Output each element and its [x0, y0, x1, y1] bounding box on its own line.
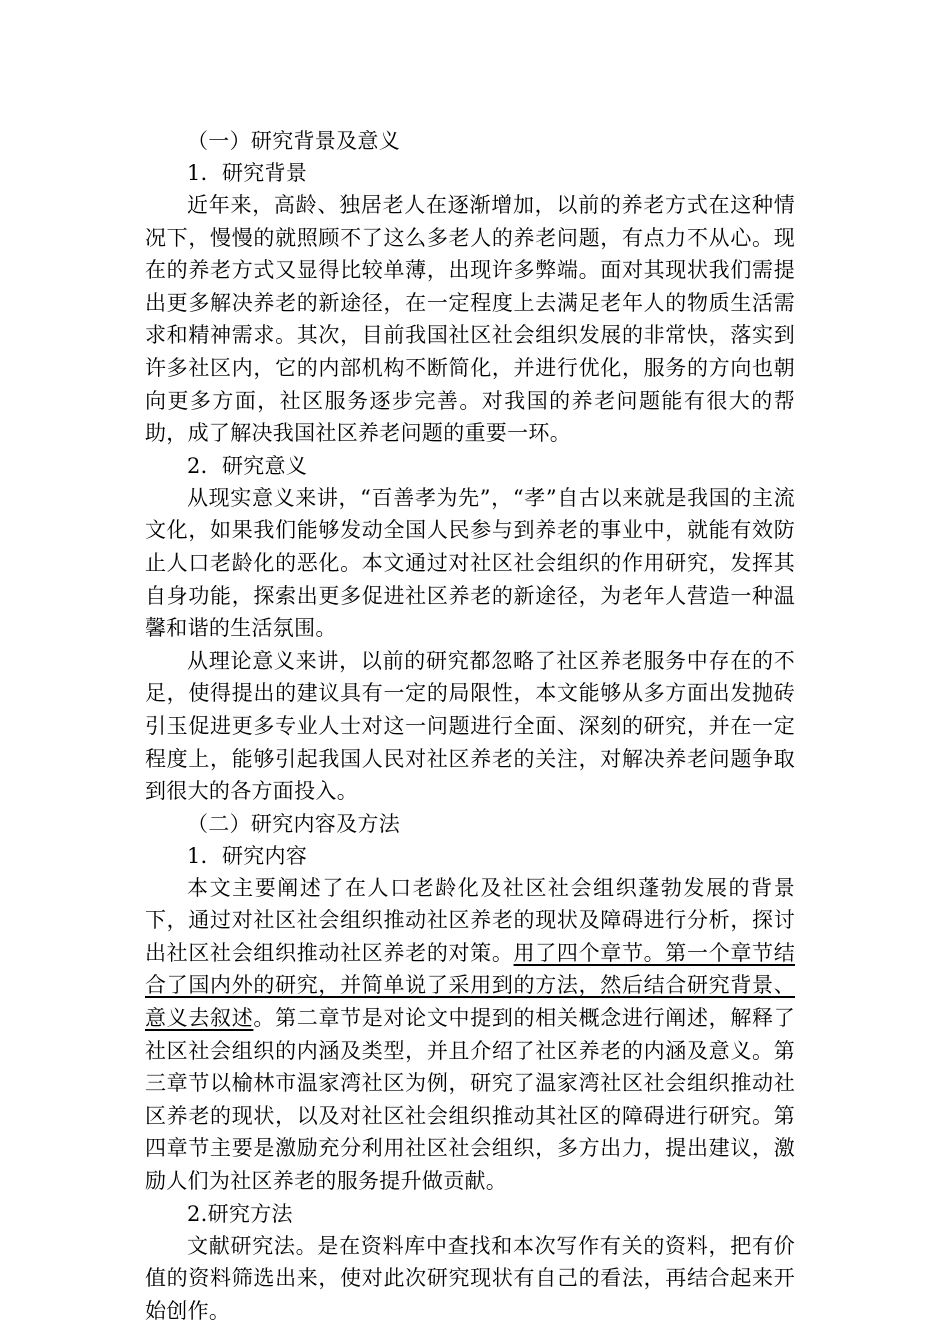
section-heading-background: （一）研究背景及意义: [187, 129, 400, 153]
subheading-research-significance: 2．研究意义: [187, 453, 308, 478]
subheading-research-methods: 2.研究方法: [187, 1201, 293, 1226]
paragraph-research-background: 近年来，高龄、独居老人在逐渐增加，以前的养老方式在这种情况下，慢慢的就照顾不了这么多老人的养老问题，有点力不从心。现在的养老方式又显得比较单薄，出现许多弊端。面对其现状我们需提出更多解决养老的新途径，在一定程度上去满足老年人的物质生活需求和精神需求。其次，目前我国社区社会组织发展的非常快，落实到许多社区内，它的内部机构不断简化，并进行优化，服务的方向也朝向更多方面，社区服务逐步完善。对我国的养老问题能有很大的帮助，成了解决我国社区养老问题的重要一环。: [145, 193, 795, 446]
paragraph-practical-significance: 从现实意义来讲，“百善孝为先”，“孝”自古以来就是我国的主流文化，如果我们能够发动全国人民参与到养老的事业中，就能有效防止人口老龄化的恶化。本文通过对社区社会组织的作用研究，发挥其自身功能，探索出更多促进社区养老的新途径，为老年人营造一种温馨和谐的生活氛围。: [145, 485, 795, 641]
subheading-research-background: 1．研究背景: [187, 161, 308, 185]
subheading-research-content: 1．研究内容: [187, 843, 308, 868]
research-content-text-end: 。第二章节是对论文中提到的相关概念进行阐述，解释了社区社会组织的内涵及类型，并且介绍了社区养老的内涵及意义。第三章节以榆林市温家湾社区为例，研究了温家湾社区社会组织推动社区养老的现状，以及对社区社会组织推动其社区的障碍进行研究。第四章节主要是激励充分利用社区社会组织，多方出力，提出建议，激励人们为社区养老的服务提升做贡献。: [145, 1006, 796, 1194]
paragraph-research-methods: 文献研究法。是在资料库中查找和本次写作有关的资料，把有价值的资料筛选出来，使对此次研究现状有自己的看法，再结合起来开始创作。: [145, 1233, 795, 1323]
underlined-chapter-summary: 用了四个章节。第一个章节结合了国内外的研究，并简单说了采用到的方法，然后结合研究背景、意义去叙述: [145, 940, 795, 1031]
research-content-text-start: 本文主要阐述了在人口老龄化及社区社会组织蓬勃发展的背景下，通过对社区社会组织推动社区养老的现状及障碍进行分析，探讨出社区社会组织推动社区养老的对策。: [145, 875, 795, 965]
document-body: [145, 125, 795, 1327]
paragraph-research-content: [145, 872, 795, 1198]
section-heading-content-methods: （二）研究内容及方法: [187, 811, 400, 836]
paragraph-theoretical-significance: 从理论意义来讲，以前的研究都忽略了社区养老服务中存在的不足，使得提出的建议具有一定的局限性，本文能够从多方面出发抛砖引玉促进更多专业人士对这一问题进行全面、深刻的研究，并在一定程度上，能够引起我国人民对社区养老的关注，对解决养老问题争取到很大的各方面投入。: [145, 648, 795, 804]
